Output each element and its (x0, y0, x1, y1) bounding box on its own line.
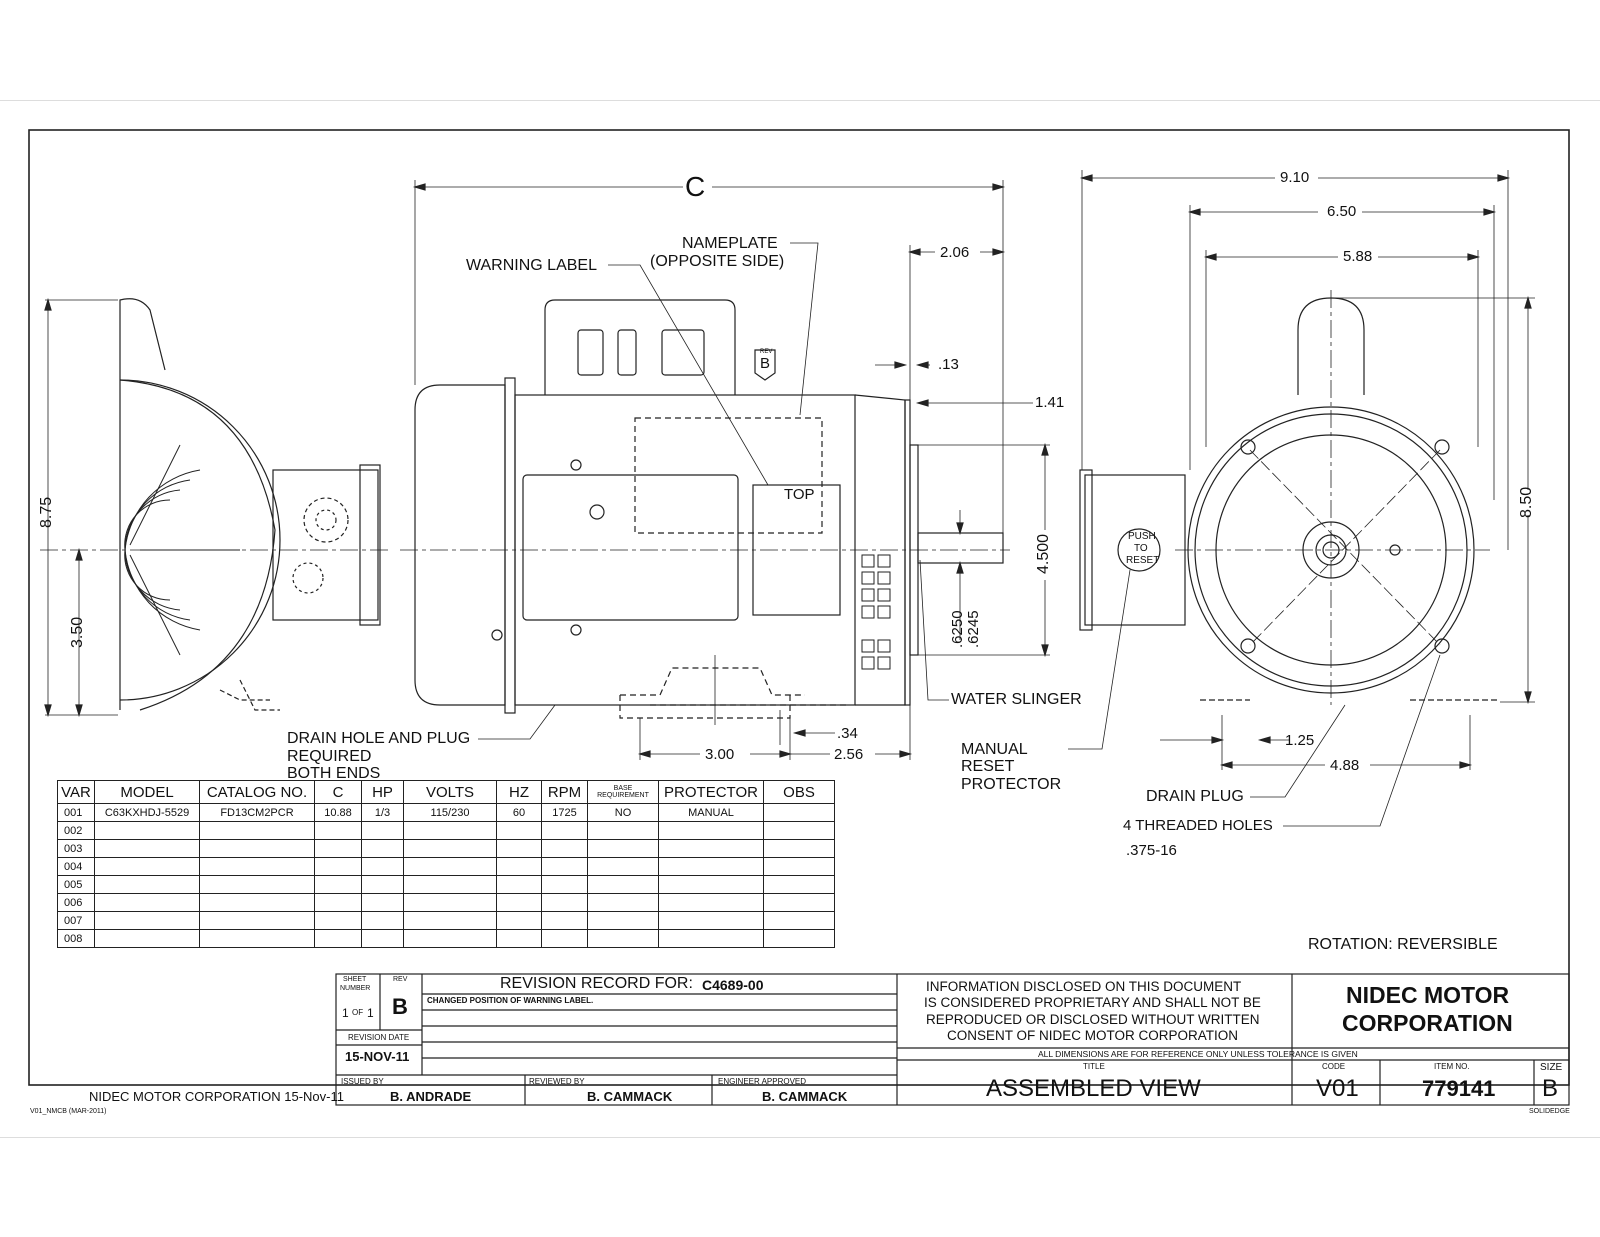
table-cell (659, 840, 764, 858)
table-cell: MANUAL (659, 804, 764, 822)
table-cell (315, 822, 362, 840)
table-cell (588, 894, 659, 912)
table-cell (764, 804, 835, 822)
table-cell (659, 876, 764, 894)
table-cell (764, 822, 835, 840)
table-cell (497, 840, 542, 858)
table-cell (659, 822, 764, 840)
notice-line-1: INFORMATION DISCLOSED ON THIS DOCUMENT (926, 979, 1242, 994)
table-cell (315, 858, 362, 876)
dimensions-note: ALL DIMENSIONS ARE FOR REFERENCE ONLY UNLESS TOLERANCE IS GIVEN (1038, 1049, 1358, 1059)
item-number: 779141 (1422, 1076, 1496, 1101)
col-rpm: RPM (542, 781, 588, 804)
callout-drain-hole-3: BOTH ENDS (287, 766, 381, 779)
col-catalog: CATALOG NO. (200, 781, 315, 804)
table-cell (362, 822, 404, 840)
table-cell (542, 840, 588, 858)
table-cell (95, 840, 200, 858)
col-hp: HP (362, 781, 404, 804)
table-row (58, 912, 835, 930)
col-volts: VOLTS (404, 781, 497, 804)
dim-6-50: 6.50 (1327, 203, 1357, 220)
table-cell (497, 894, 542, 912)
sheet-label-2: NUMBER (340, 985, 371, 992)
callout-top: TOP (784, 486, 815, 503)
dim-shaft-min: .6245 (965, 610, 982, 648)
table-cell (315, 894, 362, 912)
dim-8-50: 8.50 (1518, 486, 1535, 518)
table-cell: 115/230 (404, 804, 497, 822)
callout-nameplate-side: (OPPOSITE SIDE) (650, 253, 785, 270)
col-obs: OBS (764, 781, 835, 804)
table-cell (404, 876, 497, 894)
table-cell (200, 930, 315, 948)
dim-3-50: 3.50 (69, 616, 86, 648)
table-cell (542, 894, 588, 912)
col-c: C (315, 781, 362, 804)
table-cell: 001 (58, 804, 95, 822)
revision-change-note: CHANGED POSITION OF WARNING LABEL. (427, 996, 594, 1005)
table-row (58, 804, 835, 822)
right-end-view (1068, 170, 1535, 826)
dim-2-56: 2.56 (834, 746, 864, 763)
dim-shaft-max: .6250 (949, 610, 966, 648)
table-cell (200, 912, 315, 930)
table-cell (542, 930, 588, 948)
engineer-approved: B. CAMMACK (762, 1089, 848, 1104)
dim-0-13: .13 (938, 356, 959, 373)
table-row (58, 894, 835, 912)
table-cell (588, 840, 659, 858)
col-hz: HZ (497, 781, 542, 804)
title-label: TITLE (1083, 1062, 1105, 1071)
variants-table-body (58, 804, 835, 948)
table-cell (588, 912, 659, 930)
table-cell: 1/3 (362, 804, 404, 822)
revision-record-title: REVISION RECORD FOR: (500, 975, 693, 992)
table-cell (764, 912, 835, 930)
table-cell (764, 894, 835, 912)
table-cell (764, 840, 835, 858)
callout-drain-hole-2: REQUIRED (287, 748, 372, 765)
table-cell (542, 876, 588, 894)
table-cell: 004 (58, 858, 95, 876)
company-name-1: NIDEC MOTOR (1346, 982, 1510, 1008)
rev-triangle-label: REV (760, 349, 773, 355)
footer-form-code: V01_NMCB (MAR-2011) (30, 1108, 107, 1115)
table-cell (542, 858, 588, 876)
callout-threaded-holes: 4 THREADED HOLES (1123, 817, 1273, 834)
table-row (58, 930, 835, 948)
table-cell (95, 894, 200, 912)
push-to-reset-1: PUSH (1128, 531, 1156, 542)
table-cell: NO (588, 804, 659, 822)
revision-date: 15-NOV-11 (345, 1049, 410, 1064)
notice-line-4: CONSENT OF NIDEC MOTOR CORPORATION (947, 1028, 1239, 1043)
table-cell (200, 876, 315, 894)
table-cell (200, 840, 315, 858)
table-cell (659, 930, 764, 948)
table-cell (362, 894, 404, 912)
callout-manual-1: MANUAL (961, 741, 1028, 758)
table-row (58, 876, 835, 894)
code-value: V01 (1316, 1075, 1359, 1102)
table-cell (95, 930, 200, 948)
footer-software: SOLIDEDGE (1529, 1108, 1570, 1115)
table-cell (200, 822, 315, 840)
table-cell (315, 912, 362, 930)
table-cell: 1725 (542, 804, 588, 822)
sheet-total: 1 (367, 1006, 374, 1020)
table-cell: C63KXHDJ-5529 (95, 804, 200, 822)
table-cell (588, 858, 659, 876)
footer-company-date: NIDEC MOTOR CORPORATION 15-Nov-11 (89, 1089, 344, 1104)
table-cell (315, 840, 362, 858)
table-cell (764, 876, 835, 894)
table-cell (404, 930, 497, 948)
table-cell (588, 876, 659, 894)
callout-manual-3: PROTECTOR (961, 776, 1062, 793)
table-cell (95, 858, 200, 876)
code-label: CODE (1322, 1062, 1346, 1071)
item-label: ITEM NO. (1434, 1062, 1470, 1071)
issued-by: B. ANDRADE (390, 1089, 472, 1104)
callout-drain-plug: DRAIN PLUG (1146, 788, 1244, 805)
table-cell (315, 876, 362, 894)
table-row (58, 822, 835, 840)
push-to-reset-3: RESET (1126, 555, 1160, 566)
dim-1-41: 1.41 (1035, 394, 1065, 411)
table-cell: 008 (58, 930, 95, 948)
table-cell (95, 822, 200, 840)
dim-9-10: 9.10 (1280, 169, 1310, 186)
size-value: B (1542, 1075, 1559, 1102)
table-cell: 60 (497, 804, 542, 822)
revision-record-number: C4689-00 (702, 977, 764, 993)
dim-c: C (685, 171, 706, 202)
callout-thread-size: .375-16 (1126, 842, 1177, 859)
table-cell (362, 840, 404, 858)
dim-4-500: 4.500 (1035, 533, 1052, 574)
table-cell (764, 858, 835, 876)
callout-warning-label: WARNING LABEL (466, 257, 597, 274)
rev-value: B (392, 994, 408, 1019)
col-var: VAR (58, 781, 95, 804)
table-cell (404, 912, 497, 930)
reviewed-by-label: REVIEWED BY (529, 1077, 585, 1086)
sheet-number: 1 (342, 1006, 349, 1020)
table-cell: 006 (58, 894, 95, 912)
table-cell (95, 912, 200, 930)
left-end-view (40, 299, 390, 715)
table-cell (659, 912, 764, 930)
callout-drain-hole-1: DRAIN HOLE AND PLUG (287, 730, 471, 747)
callout-water-slinger: WATER SLINGER (951, 691, 1082, 708)
table-cell (659, 858, 764, 876)
drawing-title: ASSEMBLED VIEW (986, 1075, 1201, 1102)
table-cell (404, 858, 497, 876)
table-cell (404, 840, 497, 858)
table-cell (315, 930, 362, 948)
table-cell: FD13CM2PCR (200, 804, 315, 822)
table-cell (362, 930, 404, 948)
col-model: MODEL (95, 781, 200, 804)
table-cell (542, 912, 588, 930)
table-cell (659, 894, 764, 912)
sheet-of: OF (352, 1008, 364, 1017)
col-protector: PROTECTOR (659, 781, 764, 804)
table-cell (200, 894, 315, 912)
table-cell (404, 894, 497, 912)
table-cell: 005 (58, 876, 95, 894)
table-cell (497, 858, 542, 876)
table-cell (404, 822, 497, 840)
table-cell: 007 (58, 912, 95, 930)
dim-2-06: 2.06 (940, 244, 970, 261)
table-cell (497, 930, 542, 948)
dim-4-88: 4.88 (1330, 757, 1360, 774)
notice-line-2: IS CONSIDERED PROPRIETARY AND SHALL NOT BE (924, 995, 1261, 1010)
callout-nameplate: NAMEPLATE (682, 235, 778, 252)
push-to-reset-2: TO (1134, 543, 1148, 554)
revision-date-label: REVISION DATE (348, 1033, 410, 1042)
variants-table (57, 780, 835, 948)
engineer-approved-label: ENGINEER APPROVED (718, 1077, 807, 1086)
size-label: SIZE (1540, 1062, 1563, 1073)
rev-triangle-letter: B (760, 355, 771, 372)
table-cell: 003 (58, 840, 95, 858)
table-cell (362, 876, 404, 894)
col-base-req: BASE REQUIREMENT (588, 781, 659, 804)
reviewed-by: B. CAMMACK (587, 1089, 673, 1104)
dim-8-75: 8.75 (38, 496, 55, 528)
table-cell (497, 912, 542, 930)
rev-label: REV (393, 976, 408, 983)
table-cell (497, 822, 542, 840)
table-row (58, 858, 835, 876)
rotation-note: ROTATION: REVERSIBLE (1308, 936, 1498, 953)
sheet-label-1: SHEET (343, 976, 367, 983)
table-cell (588, 930, 659, 948)
table-cell (542, 822, 588, 840)
dim-3-00: 3.00 (705, 746, 735, 763)
table-cell (362, 912, 404, 930)
table-cell (497, 876, 542, 894)
table-row (58, 840, 835, 858)
dim-1-25: 1.25 (1285, 732, 1315, 749)
table-cell (200, 858, 315, 876)
table-cell: 10.88 (315, 804, 362, 822)
table-cell (362, 858, 404, 876)
callout-manual-2: RESET (961, 758, 1015, 775)
table-cell: 002 (58, 822, 95, 840)
issued-by-label: ISSUED BY (341, 1077, 384, 1086)
company-name-2: CORPORATION (1342, 1010, 1513, 1036)
dim-0-34: .34 (837, 725, 858, 742)
table-header-row (58, 781, 835, 804)
table-cell (95, 876, 200, 894)
table-cell (764, 930, 835, 948)
notice-line-3: REPRODUCED OR DISCLOSED WITHOUT WRITTEN (926, 1012, 1260, 1027)
dim-5-88: 5.88 (1343, 248, 1373, 265)
table-cell (588, 822, 659, 840)
